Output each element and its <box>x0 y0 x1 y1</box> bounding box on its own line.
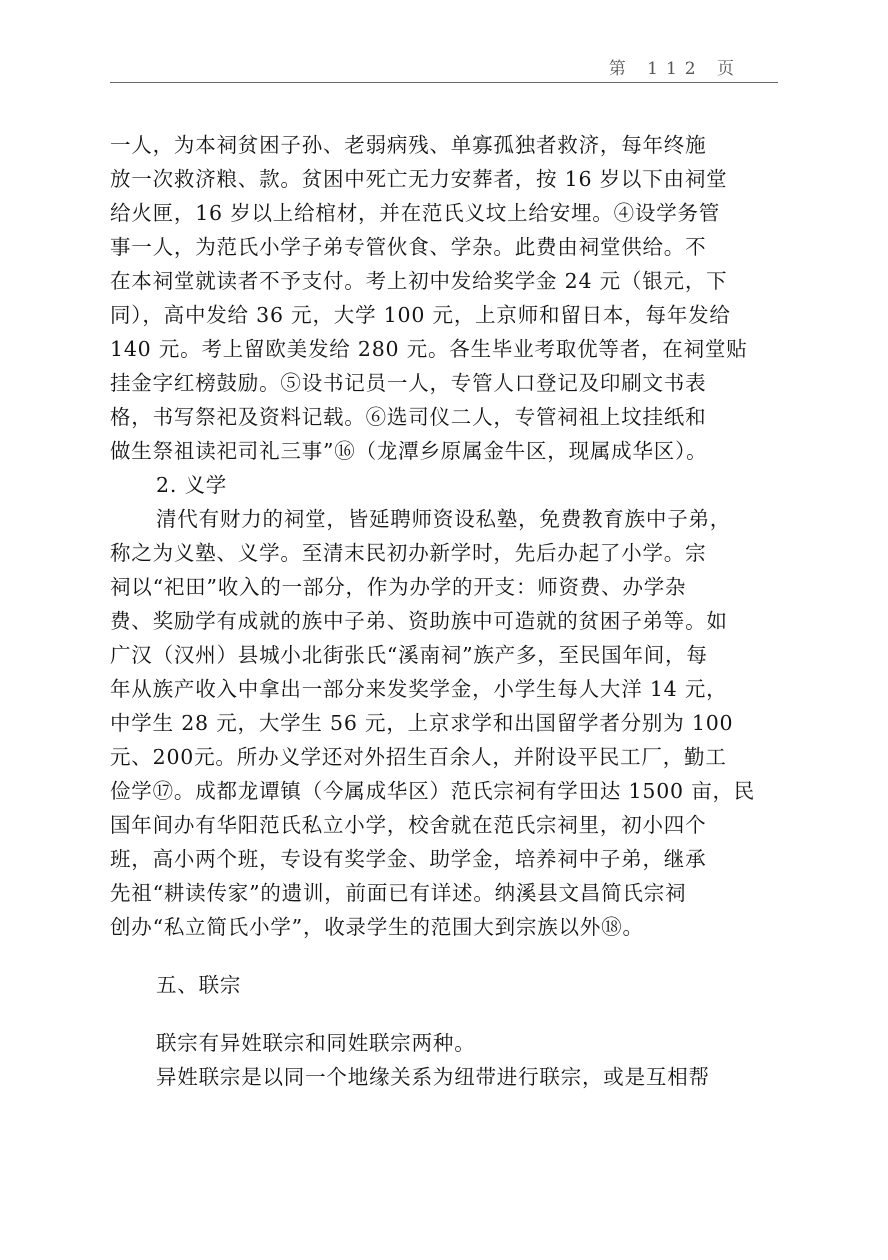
section-heading: 2. 义学 <box>156 473 228 497</box>
page-header <box>110 52 778 83</box>
text-line: 格，书写祭祀及资料记载。⑥选司仪二人，专管祠祖上坟挂纸和 <box>110 405 707 429</box>
text-line: 给火匣，16 岁以上给棺材，并在范氏义坟上给安埋。④设学务管 <box>110 201 721 225</box>
text-line: 140 元。考上留欧美发给 280 元。各生毕业考取优等者，在祠堂贴 <box>110 337 748 361</box>
text-line: 联宗有异姓联宗和同姓联宗两种。 <box>156 1031 476 1055</box>
body-text <box>110 128 778 1094</box>
section-heading: 五、联宗 <box>156 973 242 997</box>
text-line: 同），高中发给 36 元，大学 100 元，上京师和留日本，每年发给 <box>110 303 731 327</box>
text-line: 年从族产收入中拿出一部分来发奖学金，小学生每人大洋 14 元， <box>110 677 728 701</box>
text-line: 一人，为本祠贫困子孙、老弱病残、单寡孤独者救济，每年终施 <box>110 133 707 157</box>
text-line: 祠以“祀田”收入的一部分，作为办学的开支：师资费、办学杂 <box>110 575 687 599</box>
text-line: 称之为义塾、义学。至清末民初办新学时，先后办起了小学。宗 <box>110 541 707 565</box>
text-line: 做生祭祖读祀司礼三事”⑯（龙潭乡原属金牛区，现属成华区）。 <box>110 439 708 463</box>
text-line: 放一次救济粮、款。贫困中死亡无力安葬者，按 16 岁以下由祠堂 <box>110 167 728 191</box>
text-line: 异姓联宗是以同一个地缘关系为纽带进行联宗，或是互相帮 <box>156 1065 710 1089</box>
text-line: 挂金字红榜鼓励。⑤设书记员一人，专管人口登记及印刷文书表 <box>110 371 707 395</box>
page-number: 第 112 页 <box>608 59 742 79</box>
text-line: 先祖“耕读传家”的遗训，前面已有详述。纳溪县文昌简氏宗祠 <box>110 881 687 905</box>
text-line: 创办“私立简氏小学”，收录学生的范围大到宗族以外⑱。 <box>110 915 644 939</box>
text-line: 费、奖励学有成就的族中子弟、资助族中可造就的贫困子弟等。如 <box>110 609 728 633</box>
text-line: 元、200元。所办义学还对外招生百余人，并附设平民工厂，勤工 <box>110 745 727 769</box>
text-line: 在本祠堂就读者不予支付。考上初中发给奖学金 24 元（银元，下 <box>110 269 728 293</box>
text-line: 广汉（汉州）县城小北街张氏“溪南祠”族产多，至民国年间，每 <box>110 643 708 667</box>
text-line: 清代有财力的祠堂，皆延聘师资设私塾，免费教育族中子弟， <box>156 507 732 531</box>
text-line: 事一人，为范氏小学子弟专管伙食、学杂。此费由祠堂供给。不 <box>110 235 707 259</box>
text-line: 国年间办有华阳范氏私立小学，校舍就在范氏宗祠里，初小四个 <box>110 813 707 837</box>
text-line: 俭学⑰。成都龙谭镇（今属成华区）范氏宗祠有学田达 1500 亩，民 <box>110 779 756 803</box>
text-line: 班，高小两个班，专设有奖学金、助学金，培养祠中子弟，继承 <box>110 847 707 871</box>
text-line: 中学生 28 元，大学生 56 元，上京求学和出国留学者分别为 100 <box>110 711 734 735</box>
